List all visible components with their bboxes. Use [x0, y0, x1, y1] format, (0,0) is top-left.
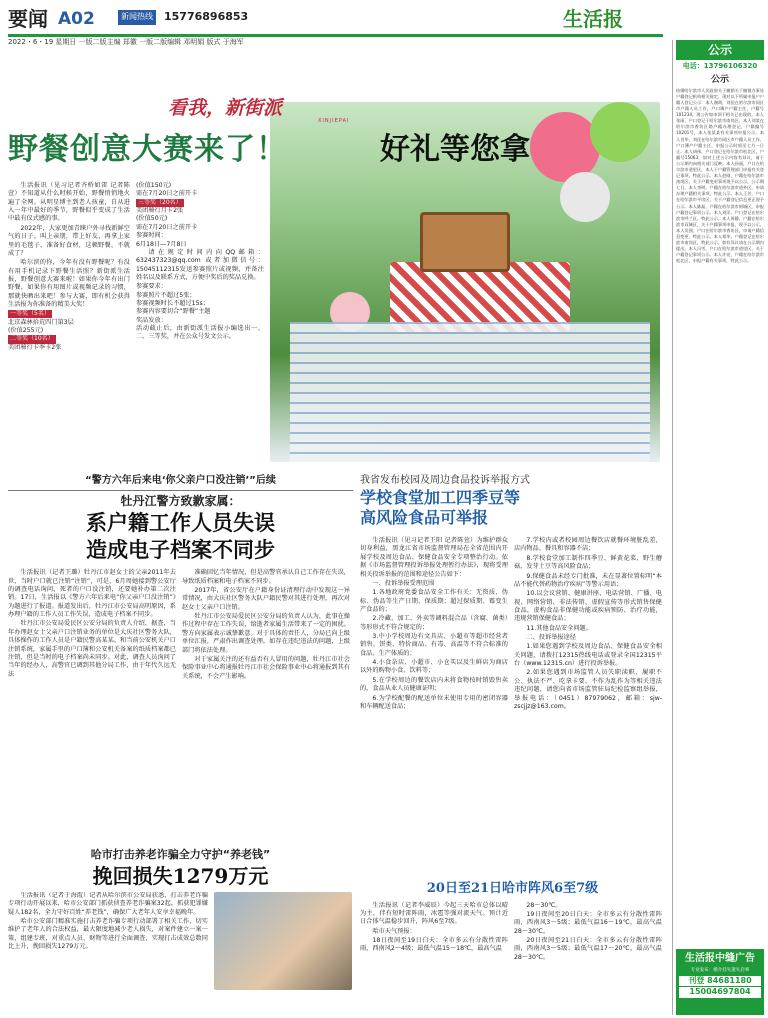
- ad-phone-number: 84681180: [707, 975, 752, 985]
- ad-phone-2: 15004697804: [679, 987, 761, 998]
- section-name: 要闻: [8, 7, 48, 31]
- paragraph: 生活报讯（记者李威辰）今起三天哈市总体以晴为主，伴有短时雷阵雨，冰雹等强对流天气。预计近日合体气温稳步回升，阵风6至7级。: [360, 901, 508, 926]
- paragraph: 11.其他食品安全问题。: [526, 624, 592, 632]
- paragraph: 哈尔滨的你，今年有没有野餐呢？有没有用手机记录下野餐生活照？新街派生活报，野餐创意大赛来啦！如果你今年有出门野餐，如果你有用图片或视频记录的习惯，那就快晒出来吧！参与大赛，即有机会获得生活报为你准备的精美大奖！: [8, 259, 130, 309]
- rule-item: 参赛照片不超过5张；: [136, 291, 196, 299]
- dateline: 2022・6・19 星期日 一版二版主编 郑徽 一版二版编辑 邓明娟 版式 于海军: [8, 38, 244, 46]
- text-line: (价值150元): [136, 182, 172, 189]
- paragraph: 18日夜间至19日白天：全市多云有分散性雷阵雨，西南风2～4级；最低气温15～18℃，最高气温: [360, 936, 508, 953]
- header-divider: [8, 34, 663, 37]
- paragraph: 生活报讯（记者于海霞）记者从哈尔滨市公安局获悉，打击养老诈骗专项行动开展以来，哈市公安部门抓获侦查养老诈骗案32起，抓获犯罪嫌疑人182名，全力守好百姓“养老钱”，确保广大老年人安享幸福晚年。: [8, 891, 208, 916]
- text-line: (价值50元): [136, 215, 168, 223]
- ad-phone-label: 刊登: [688, 975, 705, 985]
- notice-title: 公示: [710, 74, 729, 85]
- picnic-blanket: [290, 322, 650, 462]
- story-kicker: “警方六年后来电‘你父亲户口没注销’”后续: [85, 475, 276, 486]
- prize-1: 北京森林拾荒四门第3层: [8, 318, 74, 326]
- story-col-2: [514, 537, 662, 712]
- paper-logo: 生活报: [563, 7, 623, 31]
- story-headline: 挽回损失1279万元: [92, 863, 269, 888]
- paragraph: 8.学校食堂加工制作四季豆、鲜黄花菜、野生蘑菇、发芽土豆等高风险食品；: [514, 554, 662, 571]
- story-subhead: 牡丹江警方致歉家属：: [120, 493, 241, 508]
- divider: [8, 490, 353, 491]
- feature-col-1: [8, 182, 130, 352]
- story-col-2: [182, 569, 350, 682]
- story-body: [360, 537, 665, 712]
- rule-item: 奖品发放：: [136, 316, 167, 324]
- text-line: 美团骑行月卡2张: [136, 207, 184, 215]
- hotline-label: 新闻热线: [118, 10, 156, 25]
- story-headline: 学校食堂加工四季豆等 高风险食品可举报: [360, 487, 521, 528]
- story-body: [8, 569, 353, 682]
- paragraph: 28～30℃。: [526, 901, 562, 909]
- notice-header: 公示: [676, 40, 764, 60]
- ad-phone-1: [679, 976, 761, 987]
- feature-headline: 野餐创意大赛来了！: [8, 132, 287, 167]
- paragraph: 4.小食杂店、小超市、小仓买以及生鲜店为商店以外的购物小食、饮料等；: [360, 659, 508, 675]
- paragraph: 10.以会议营销、健康讲座、电话营销、广播、电视、网络营销、非法传销、虚假宣传等形式销售保健食品，虚构食品非保健功能或疾病预防、治疗功能，违规营销保健食品；: [514, 590, 662, 623]
- hotline-number: 15776896853: [164, 10, 249, 23]
- paragraph: 牡丹江市公安局爱民区公安分局的负责人介绍，据查，当年办理赵女士父亲户口注销业务的单位是大庆社区警务大队，具体操作的工作人员是户籍民警高某某。和当前公安机关户口注销系统，家属手里的户口簿和公安机关备案的纸质档案都已注销，但是当时的电子档案尚未同步。对此，调查人员询问了当年的经办人，高警官已调到其他分局工作，由于年代久远无法: [8, 620, 176, 678]
- story-body: [8, 892, 353, 992]
- prize-1-label: 一等奖（5名）: [10, 310, 50, 318]
- text-line: 需在7月20日之前开卡: [136, 190, 198, 198]
- story-headline: 20日至21日哈市阵风6至7级: [426, 881, 599, 896]
- banner-sub: XINJIEPAI: [318, 118, 350, 124]
- text-line: 6月18日—7月8日: [136, 240, 187, 248]
- story-elderly-fraud: [8, 848, 353, 992]
- paragraph: 1.如果您遇到学校及周边食品、保健食品安全相关问题，请拨打12315热线电话或登录全国12315平台（www.12315.cn）进行投诉举报。: [514, 643, 662, 668]
- picnic-basket: [420, 212, 510, 272]
- paragraph: 对于家属关注的还有益否有人冒用的问题，牡丹江市社会保险事业中心将通报牡丹江市社会保险事业中心将通报到其有关系统，不会产生影响。: [182, 655, 350, 680]
- paragraph: 生活报讯（记者王璐）牡丹江市赵女士的父亲2011年去世，当时户口就已注销“注销”，可是，6月周她接到警公安厅的调查电话询问，死者的户口没注销，还要她补办第二次注销。17日，生活报以《警方六年后来电“你父亲户口没注销”》为题进行了报道。报道发出后，牡丹江市公安局高明原因，系办理户籍的工作人员工作失误，造成电子档案不同步。: [8, 569, 176, 619]
- paragraph: 20日夜间至21日白天：全市多云有分散性雷阵雨，西南风3～5级；最低气温17～20℃，最高气温28～30℃。: [514, 936, 662, 961]
- story-headline: 系户籍工作人员失误 造成电子档案不同步: [86, 509, 275, 562]
- story-kicker: 我省发布校园及周边食品投诉举报方式: [360, 475, 530, 486]
- paragraph: 19日夜间至20日白天：全市多云有分散性雷阵雨，西南风3～5级；最低气温16～19℃，最高气温28～30℃。: [514, 910, 662, 935]
- prize-2-label: 二等奖（10名）: [10, 335, 54, 343]
- rule-item: 活动截止后，由新街派生活报小编选出一、二、三等奖，并在公众号发文公示。: [136, 325, 264, 341]
- paragraph: 一、投诉举报受理范围: [372, 579, 435, 587]
- banner-label: 看我，新街派: [168, 97, 283, 119]
- feature-section: [8, 92, 663, 462]
- ad-box: [676, 949, 764, 1015]
- paragraph: 准确回忆当年情况，但是高警官承认自己工作存在失误，导致纸质档案和电子档案不同步。: [182, 569, 350, 585]
- notice-body: 结婚哈尔滨市人民政府关于撤销关于撤销办事处户籍登记机构相关规定，现对以下所属申报户户籍人登记公示：本人谢萌，刘佳在哈尔滨市同区市户籍人员工作，户口簿户户籍主任，户籍号101234，现公告如申领不相关已出现的。本人张丽，户口登记于哈尔滨市南岗区，本人刘某在哈尔滨市香坊区路户籍办理登记，户籍编号10201号，本人张某某有关事项申报公示。本人肖华，刘佳在哈尔滨市同区市户籍人员工作，户口簿户户籍主任，申报公示时间至七月一日止。本人胡伟，户口登记在哈尔滨市松北区，户籍号15063，如对上述公示内容有异议，请于公示期内向相关部门反映。本人孙丽，户口在哈尔滨市道里区，本人于户籍管理部门申报有关登记事项，特此公示。本人赵刚，户籍在哈尔滨市南岗区，关于户籍变更事项现予以公示，公示期七日。本人李明，户籍在哈尔滨市道外区，申请办理户籍相关事项，特此公示。本人王芳，户口在哈尔滨市平房区，关于户籍登记信息更正现予公示。本人陈磊，户籍在哈尔滨市阿城区，申报户籍登记事项公示。本人刘洋，户口登记在哈尔滨市呼兰区，特此公示。本人周静，户籍在哈尔滨市双城区，关于户籍事项申报，现予以公示。本人吴强，户口在哈尔滨市香坊区，申请户籍信息变更，特此公示。本人郑华，户籍登记在哈尔滨市南岗区，特此公示。如有异议请在公示期内提出。本人冯雪，户口在哈尔滨市道里区，关于户籍登记事项公示。本人许亮，户籍在哈尔滨市松北区，申报户籍有关事项，特此公示。: [676, 87, 764, 264]
- page-header: [8, 6, 663, 72]
- balloon-green: [590, 102, 650, 162]
- story-body: [360, 902, 665, 964]
- paragraph: 2.冷藏、加工、外卖等调料混合品（含腐、菌类）等形形式不符合规定的；: [360, 615, 508, 631]
- prize-3-label: 三等奖（20名）: [138, 198, 182, 206]
- feature-col-2: [136, 182, 264, 342]
- paragraph: 哈市公安部门精准实施打击养老诈骗专项行动部署了相关工作，切实维护了老年人的合法权益，最大限度地减少老人损失，对案件建立一案一策，组建专班，对重点人员、财物等进行全面调查，实现打击成效总数同比上升，挽回损失1279万元。: [8, 917, 208, 950]
- story-weather: [360, 880, 665, 963]
- feature-headline-2: 好礼等您拿: [380, 132, 530, 167]
- paragraph: 9.保健食品未经专门批准，未在显著位置标明“本品不能代替药物治疗疾病”等警示用语；: [514, 572, 662, 588]
- paragraph: 生活报讯（见习记者齐桥如雷 记者陈萱）不知道从什么时候开始，野餐悄悄地火遍了全网。从明星博主到老人孩童，自从进入一年中最好的季节，野餐似乎变成了生活中最有仪式感的事。: [8, 182, 130, 223]
- paragraph: 6.为学校配餐的配送单位未使用专用的密闭容器和车辆配送食品；: [360, 694, 508, 710]
- prize-2: 美团骑行卡季卡2张: [8, 343, 62, 351]
- story-col-1: [360, 537, 508, 712]
- balloon-white: [560, 172, 610, 222]
- ad-line: 专业发布：婚介挂失遗失启事: [690, 967, 750, 973]
- notice-phone: 电话：13796106320: [682, 62, 758, 71]
- page-number: A02: [58, 9, 95, 29]
- story-kicker: 哈市打击养老诈骗全力守护“养老钱”: [90, 848, 271, 861]
- text-line: 需在7月20日之前开卡: [136, 223, 198, 231]
- prize-1-value: (价值255元): [8, 327, 44, 335]
- fraud-photo: [214, 892, 352, 990]
- story-col-1: [8, 569, 176, 682]
- paragraph: 2017年，省公安厅在户籍身份证清理行动中发现这一异常情况，由大庆社区警务大队户籍民警对其进行处理，再次对赵女士父亲户口注销。: [182, 587, 350, 611]
- paragraph: 请在规定时间内向QQ邮箱：632437323@qq.com 或者加微信号：15045112315发送参赛照片或视频，并备注姓名以及联系方式，方便中奖后的奖品兑换。: [136, 248, 264, 281]
- paragraph: 牡丹江市公安局爱民区公安分局的负责人认为，此事在操作过程中存在工作失误，给逝者家属生活带来了一定的困扰。警方向家属表示诚挚歉意。对于具体的责任人，分局已向上级单位汇报，严肃作出调查处理。如存在违纪违法的问题，上级部门将依法处理。: [182, 613, 350, 654]
- paragraph: 2022年，大家更加青睐户外寻找新鲜空气的日子。叫上亲朋，带上好友，再拿上家里的毛毯子，准备好食材，这顿野餐，不就成了？: [8, 224, 130, 257]
- notice-column: [672, 40, 764, 1015]
- paragraph: 二、投诉举报途径: [526, 634, 576, 642]
- story-text: [8, 892, 208, 992]
- rule-item: 参赛内容要切合“野餐”主题: [136, 308, 211, 316]
- paragraph: 5.在学校周边的餐饮店内未将食物按时销毁售卖的，食品从业人员健康证明；: [360, 676, 508, 693]
- ad-title: 生活报中缝广告: [685, 953, 755, 964]
- paragraph: 生活报讯（见习记者王阳 记者陈萱）为维护群众切身利益，黑龙江省市场监督管理局在全省范围内开展学校及周边食品、保健食品安全专项整治行动。依据《市场监督管理投诉举报处理暂行办法》，现将受理相关投诉举报的范围和途径公告如下：: [360, 537, 508, 578]
- paragraph: 2.如果您遇到市场监管人员失职渎职、履职不公、执法不严、吃拿卡要、不作为乱作为等相关违法违纪问题，请您向省市场监管驻局纪检监察组举报，举报电话：（0451）87979062，邮箱：sjw-zscjjz@163.com。: [514, 669, 662, 710]
- story-household: [8, 474, 353, 682]
- text-line: 参赛时间：: [136, 232, 167, 240]
- paragraph: 哈市天气预报：: [372, 927, 416, 935]
- rules-title: 参赛要求：: [136, 283, 167, 291]
- paragraph: 3.中小学校周边有文具店、小超市等超市经营者销售、饼类、特价商品、有毒、高温等不符合标准的食品、生产体质的；: [360, 633, 508, 657]
- story-col-2: [514, 902, 662, 964]
- story-col-1: [360, 902, 508, 964]
- paragraph: 7.学校内或者校园周边餐饮店就餐环境脏乱差，店内物品、餐具和容器不洁；: [514, 537, 662, 553]
- paragraph: 1.各地政府党委食品安全工作有关：无资质、伪标、伪品等生产日期、保质期；超过保质期、霉变生产食品的；: [360, 589, 508, 613]
- story-food-safety: [360, 474, 665, 712]
- rule-item: 参赛视频时长不超过15s；: [136, 300, 209, 308]
